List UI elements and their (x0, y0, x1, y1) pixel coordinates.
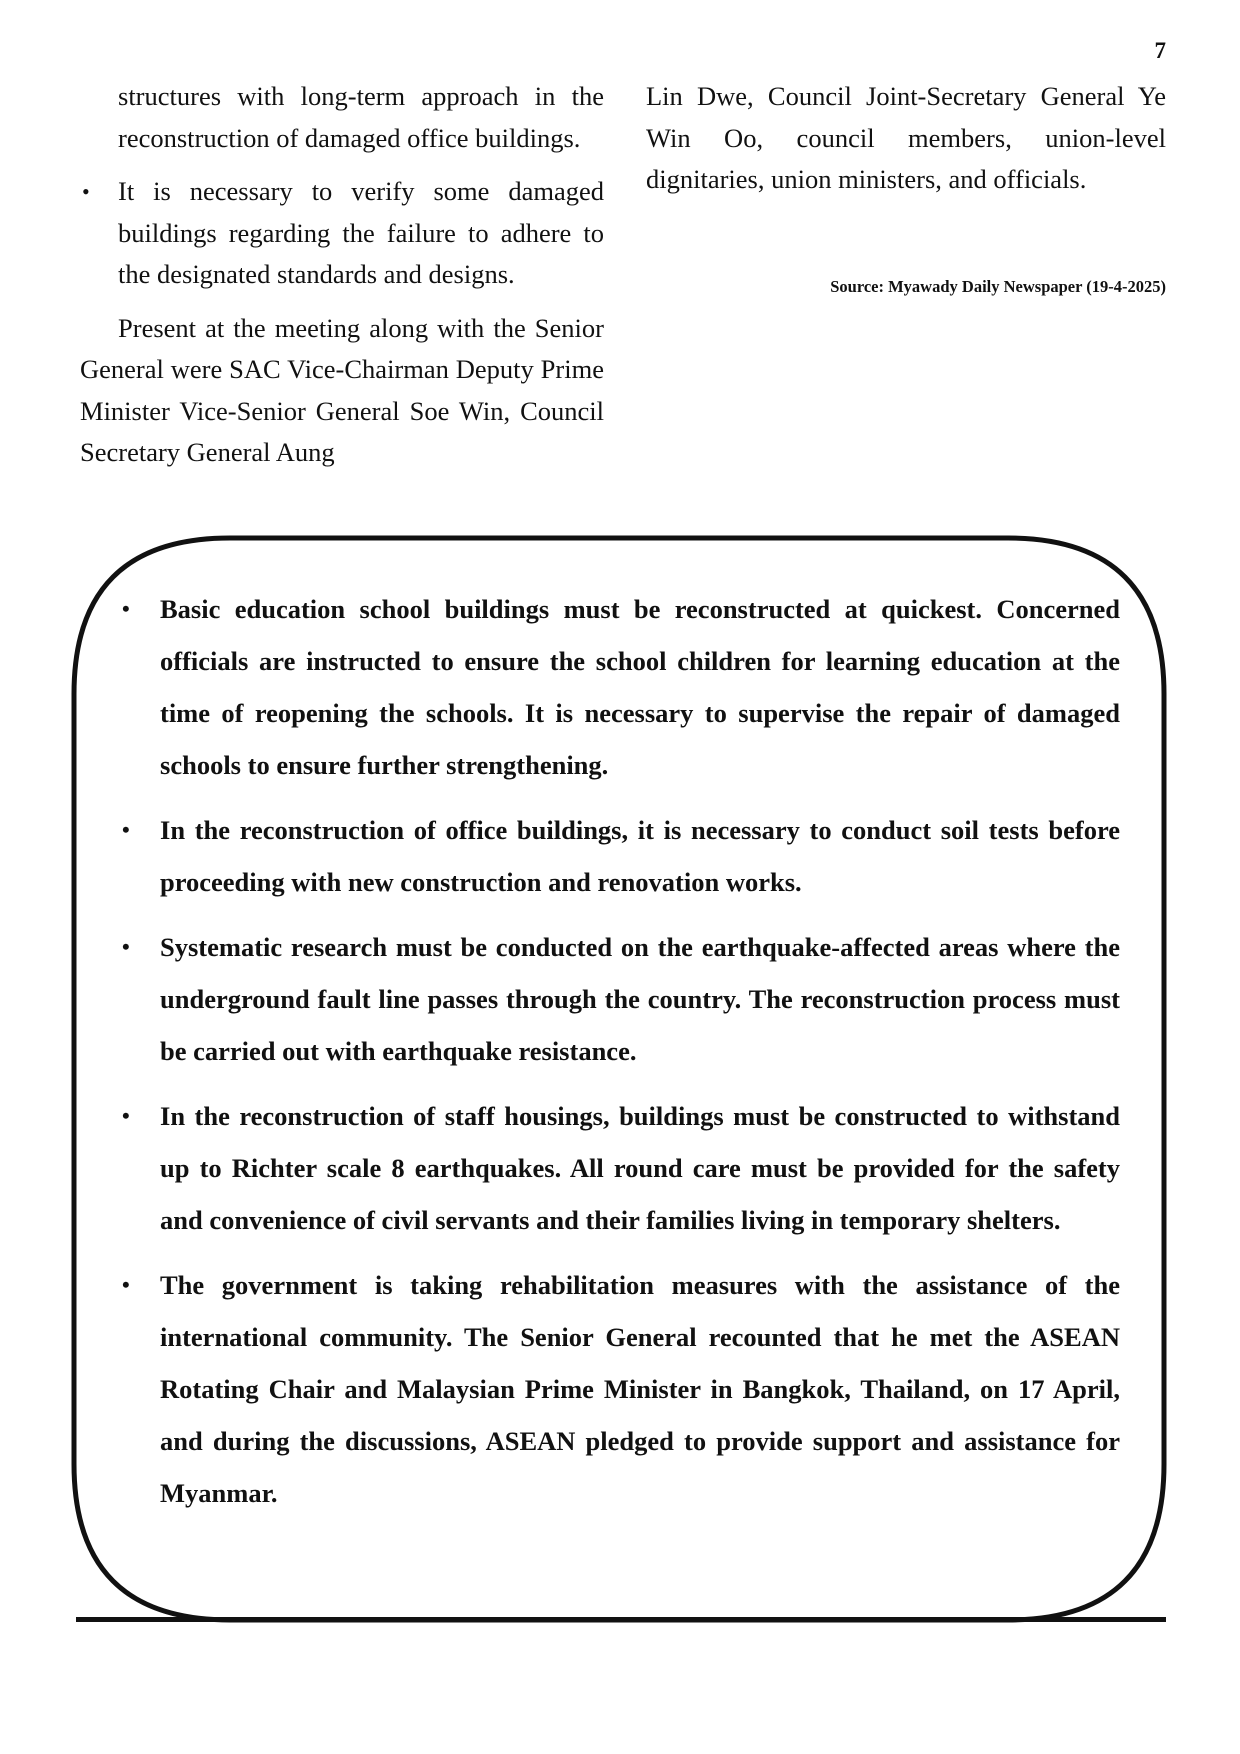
highlight-box (120, 583, 1120, 1532)
list-item-text: In the reconstruction of staff housings, buildings must be constructed to withstand up to Richter scale 8 earthquakes. All round care must be provided for the safety and convenience of civil servants and their families living in temporary shelters. (160, 1101, 1120, 1235)
list-item (120, 1090, 1120, 1246)
two-column-article (80, 76, 1166, 474)
directive-list (120, 583, 1120, 1519)
list-item (120, 804, 1120, 908)
page-number: 7 (1154, 38, 1166, 63)
continuation-text: structures with long-term approach in the reconstruction of damaged office buildings. (118, 81, 604, 153)
list-item-text: The government is taking rehabilitation measures with the assistance of the international community. The Senior General recounted that he met the ASEAN Rotating Chair and Malaysian Prime Minister in Bangkok, Thailand, on 17 April, and during the discussions, ASEAN pledged to provide support and assistance for Myanmar. (160, 1270, 1120, 1508)
bullet-icon: • (122, 1103, 130, 1128)
list-item-text: Systematic research must be conducted on the earthquake-affected areas where the underground fault line passes through the country. The reconstruction process must be carried out with earthquake resistance. (160, 932, 1120, 1066)
list-item (120, 1259, 1120, 1519)
list-item (120, 583, 1120, 791)
attendance-paragraph: Present at the meeting along with the Senior General were SAC Vice-Chairman Deputy Prime Minister Vice-Senior General Soe Win, Council Secretary General Aung (80, 312, 604, 467)
bottom-divider (76, 1617, 1166, 1622)
source-citation: Source: Myawady Daily Newspaper (19-4-2025) (830, 276, 1166, 296)
bullet-icon: • (122, 1272, 130, 1297)
attendance-paragraph-continued: Lin Dwe, Council Joint-Secretary General Ye Win Oo, council members, union-level dignitaries, union ministers, and officials. (646, 81, 1166, 194)
left-column (80, 76, 604, 474)
list-item (120, 921, 1120, 1077)
list-item-text: In the reconstruction of office buildings, it is necessary to conduct soil tests before proceeding with new construction and renovation works. (160, 815, 1120, 897)
left-bullet-list (80, 171, 604, 296)
bullet-icon: • (122, 596, 130, 621)
list-item-text: Basic education school buildings must be reconstructed at quickest. Concerned officials are instructed to ensure the school children for learning education at the time of reopening the schools. It is necessary to supervise the repair of damaged schools to ensure further strengthening. (160, 594, 1120, 780)
bullet-icon: • (122, 934, 130, 959)
bullet-icon: • (82, 179, 90, 204)
bullet-icon: • (122, 817, 130, 842)
right-column (646, 76, 1166, 474)
list-item (80, 171, 604, 296)
list-item-text: It is necessary to verify some damaged buildings regarding the failure to adhere to the designated standards and designs. (118, 176, 604, 289)
